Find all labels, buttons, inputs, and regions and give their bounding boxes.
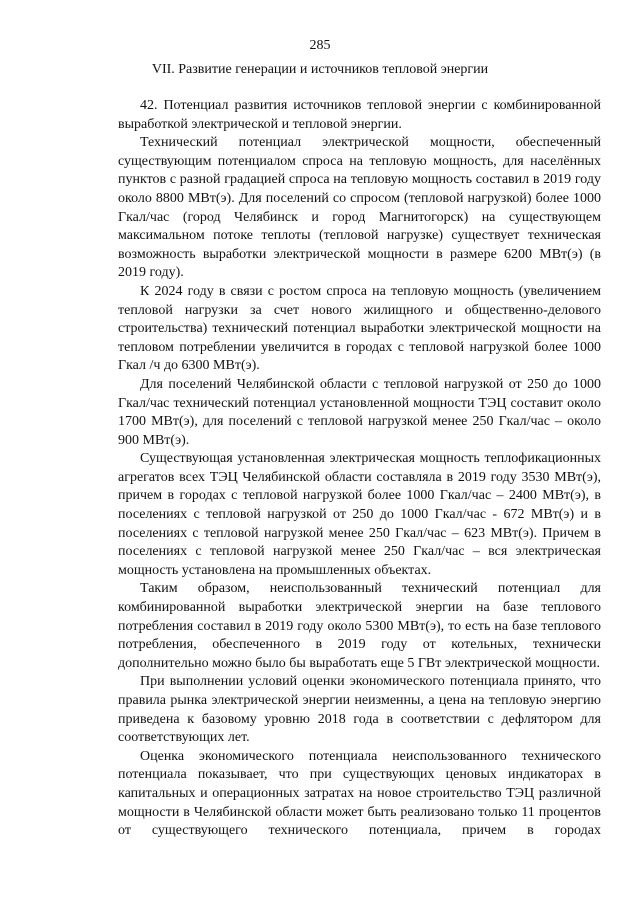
paragraph-2024-forecast: К 2024 году в связи с ростом спроса на тепловую мощность (увеличением тепловой нагрузки за счет нового жилищного и общественно-делового строительства) технический потенциал выработки электрической мощности на тепловом потреблении увеличится в городах с тепловой нагрузкой более 1000 Гкал /ч до 6300 МВт(э). (118, 283, 601, 374)
paragraph-technical-potential: Технический потенциал электрической мощности, обеспеченный существующим потенциалом спроса на тепловую мощность, для населённых пунктов с разной градацией спроса на тепловую мощность составил в 2019 году около 8800 МВт(э). Для поселений со спросом (тепловой нагрузкой) более 1000 Гкал/час (город Челябинск и город Магнитогорск) на существующем максимальном потоке теплоты (тепловой нагрузке) существует техническая возможность выработки электрической мощности в размере 6200 МВт(э) (в 2019 году). (118, 135, 601, 281)
paragraph-settlements-250-1000: Для поселений Челябинской области с тепловой нагрузкой от 250 до 1000 Гкал/час технический потенциал установленной мощности ТЭЦ составит около 1700 МВт(э), для поселений с тепловой нагрузкой менее 250 Гкал/час – около 900 МВт(э). (118, 376, 601, 448)
body-text (118, 97, 601, 841)
section-title: VII. Развитие генерации и источников тепловой энергии (151, 62, 489, 77)
paragraph-existing-capacity: Существующая установленная электрическая мощность теплофикационных агрегатов всех ТЭЦ Челябинской области составляла в 2019 году 3530 МВт(э), причем в городах с тепловой нагрузкой более 1000 Гкал/час – 2400 МВт(э), в поселениях с тепловой нагрузкой от 250 до 1000 Гкал/час - 672 МВт(э) и в поселениях с тепловой нагрузкой менее 250 Гкал/час – 623 МВт(э). Причем в поселениях с тепловой нагрузкой менее 250 Гкал/час – вся электрическая мощность установлена на промышленных объектах. (118, 451, 601, 578)
paragraph-economic-assessment: Оценка экономического потенциала неиспользованного технического потенциала показывает, что при существующих ценовых индикаторах в капитальных и операционных затратах на новое строительство ТЭЦ различной мощности в Челябинской области может быть реализовано только 11 процентов от существующего технического потенциала, причем в городах (118, 748, 601, 839)
paragraph-economic-conditions: При выполнении условий оценки экономического потенциала принято, что правила рынка электрической энергии неизменны, а цена на тепловую энергию приведена к базовому уровню 2018 года в соответствии с дефлятором для соответствующих лет. (118, 674, 601, 746)
paragraph-item-42: 42. Потенциал развития источников тепловой энергии с комбинированной выработкой электрической и тепловой энергии. (118, 98, 601, 132)
page-number: 285 (309, 38, 331, 53)
paragraph-unused-potential: Таким образом, неиспользованный технический потенциал для комбинированной выработки электрической энергии на базе теплового потребления составил в 2019 году около 5300 МВт(э), то есть на базе теплового потребления, обеспеченного в 2019 году от котельных, технически дополнительно можно было бы выработать еще 5 ГВт электрической мощности. (118, 581, 601, 671)
